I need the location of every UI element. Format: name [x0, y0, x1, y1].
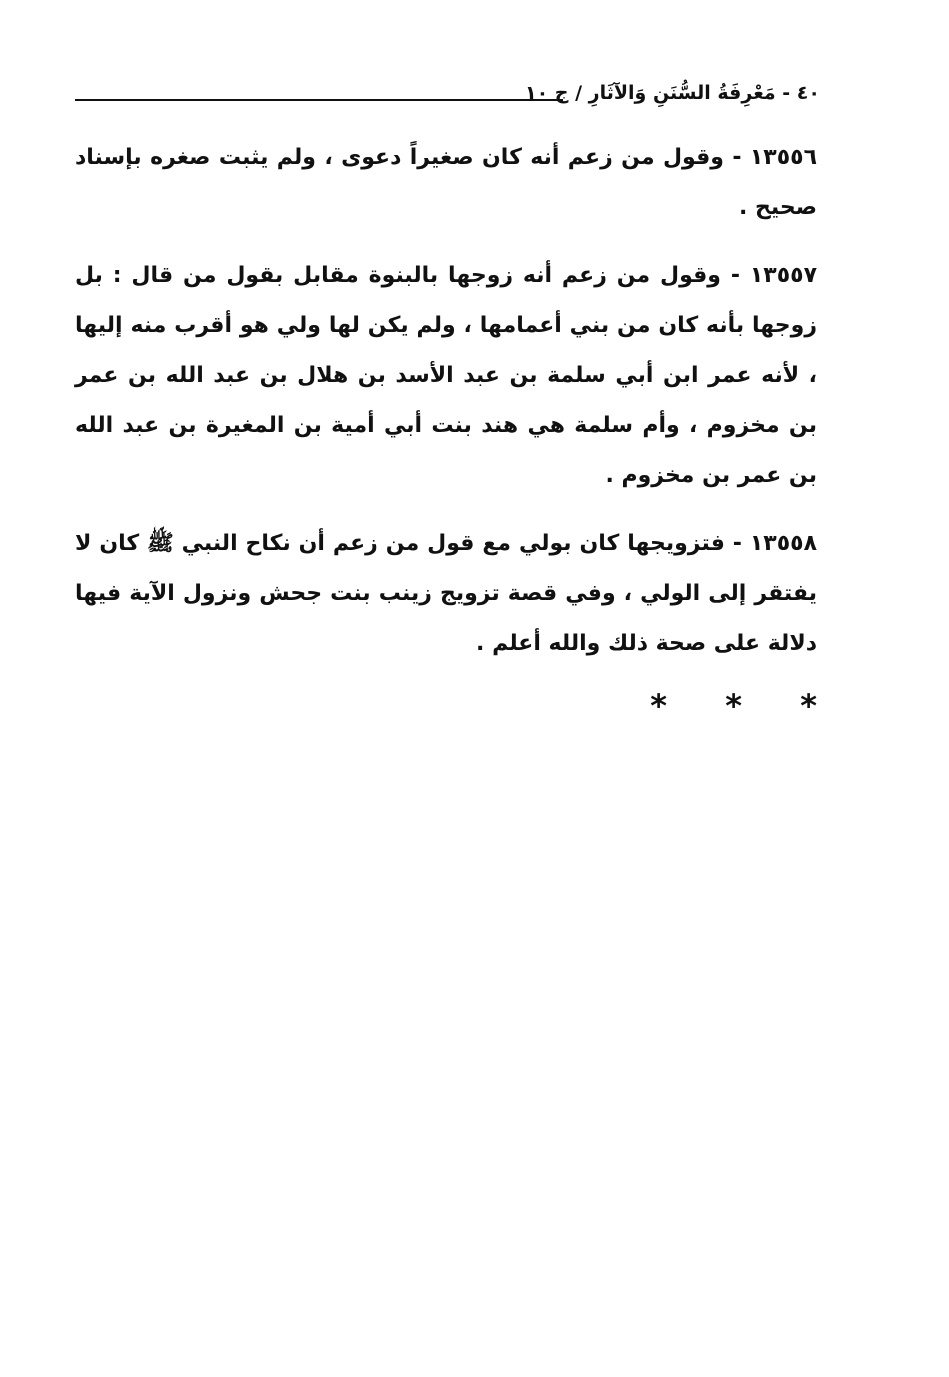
page-body — [75, 133, 817, 725]
paragraph-text: - وقول من زعم أنه كان صغيراً دعوى ، ولم يثبت صغره بإسناد صحيح . — [75, 145, 817, 220]
paragraph-13558 — [75, 519, 817, 669]
asterisk-icon: * — [725, 687, 742, 725]
asterisk-icon: * — [650, 687, 667, 725]
asterisk-icon: * — [800, 687, 817, 725]
paragraph-number: ١٣٥٥٨ — [749, 531, 817, 556]
paragraph-text: - فتزويجها كان بولي مع قول من زعم أن نكاح النبي ﷺ كان لا يفتقر إلى الولي ، وفي قصة تزويج زينب بنت جحش ونزول الآية فيها دلالة على صحة ذلك والله أعلم . — [75, 531, 817, 656]
paragraph-text: - وقول من زعم أنه زوجها بالبنوة مقابل بقول من قال : بل زوجها بأنه كان من بني أعمامها ، ولم يكن لها ولي هو أقرب منه إليها ، لأنه عمر ابن أبي سلمة بن عبد الأسد بن هلال بن عبد الله بن عمر بن مخزوم ، وأم سلمة هي هند بنت أبي أمية بن المغيرة بن عبد الله بن عمر بن مخزوم . — [75, 263, 817, 488]
running-header — [75, 80, 820, 116]
section-separator — [75, 687, 817, 725]
paragraph-13556 — [75, 133, 817, 233]
header-title: ٤٠ - مَعْرِفَةُ السُّنَنِ وَالآثَارِ / ج ١٠ — [524, 82, 820, 104]
paragraph-number: ١٣٥٥٦ — [749, 145, 817, 170]
paragraph-13557 — [75, 251, 817, 501]
header-rule — [75, 99, 563, 101]
paragraph-number: ١٣٥٥٧ — [749, 263, 817, 288]
